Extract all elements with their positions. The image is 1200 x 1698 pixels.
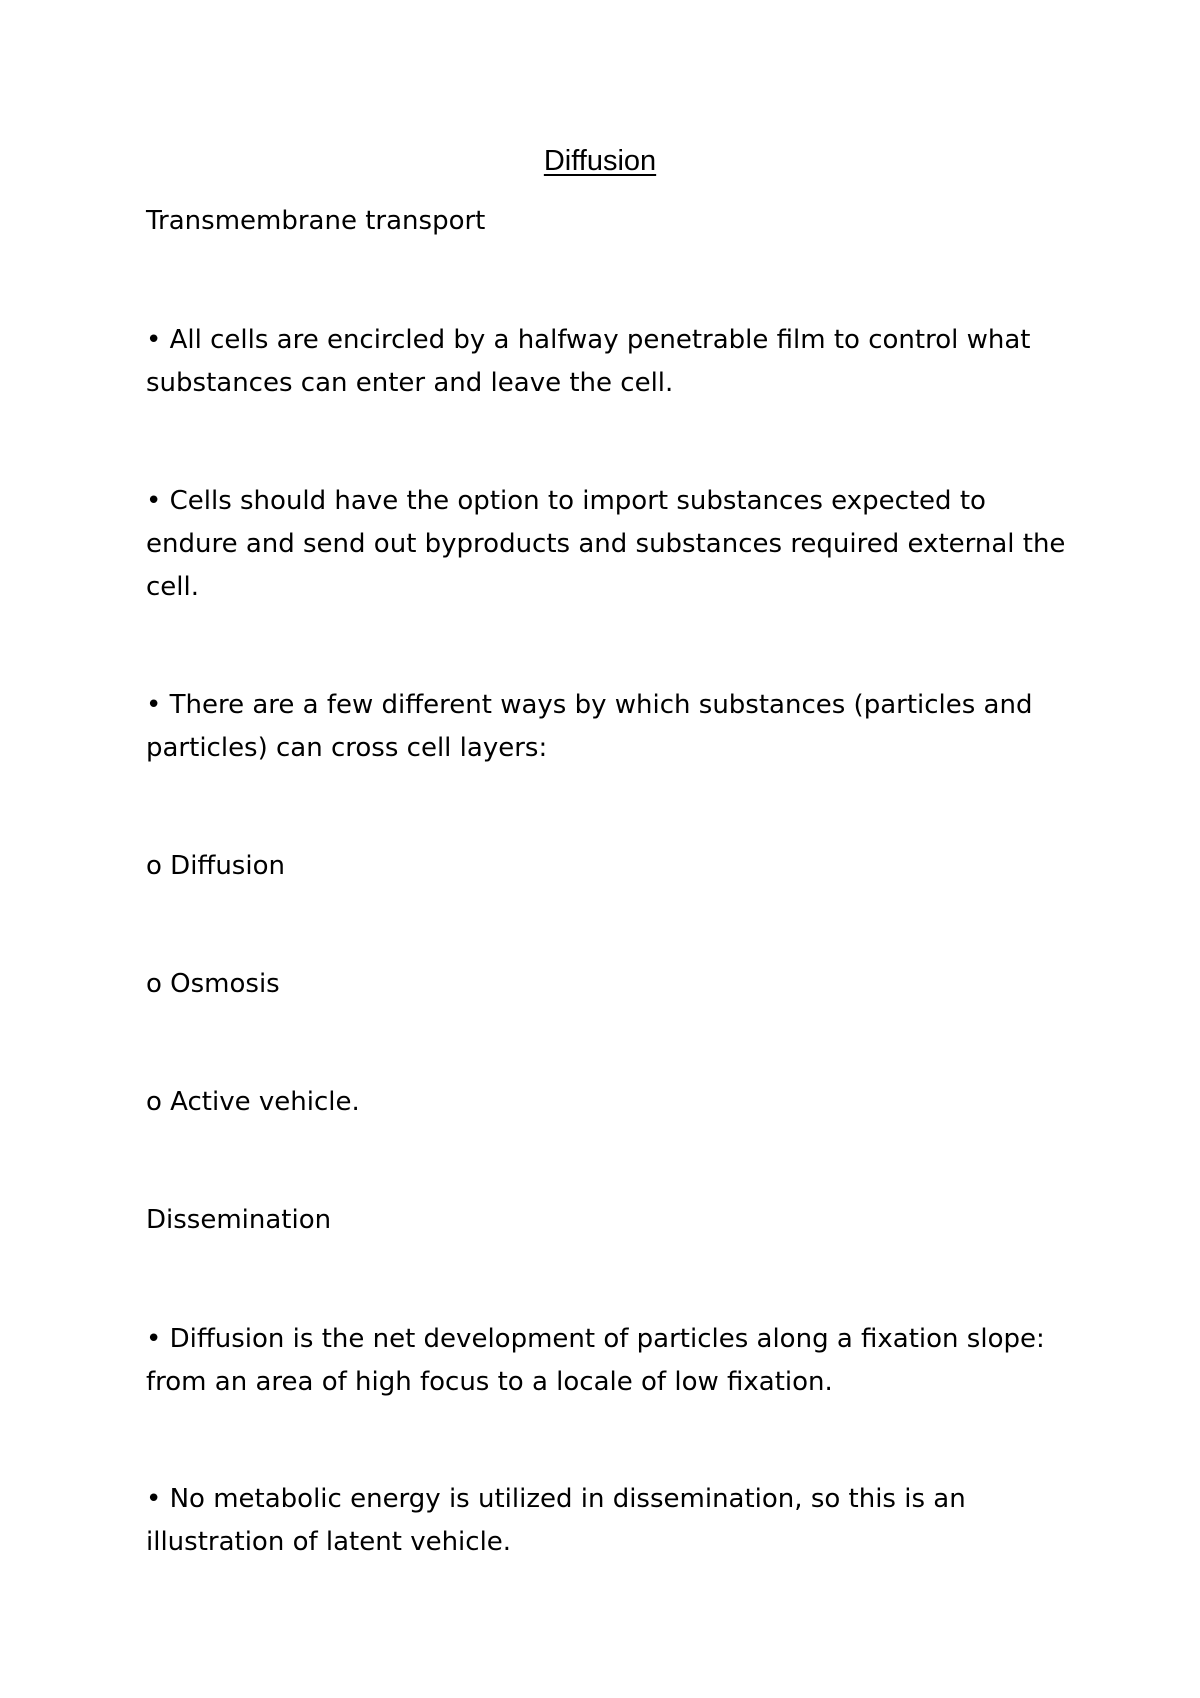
page-title: Diffusion — [543, 145, 657, 177]
bullet-paragraph-1: • All cells are encircled by a halfway penetrable film to control what substances can enter and leave the cell. — [146, 325, 1031, 398]
section-heading: Dissemination — [146, 1205, 332, 1235]
subtitle: Transmembrane transport — [146, 206, 486, 236]
bullet-paragraph-3: • There are a few different ways by which substances (particles and particles) can cross cell layers: — [146, 690, 1033, 763]
bullet-paragraph-4: • Diffusion is the net development of particles along a fixation slope: from an area of high focus to a locale of low fixation. — [146, 1324, 1045, 1397]
sub-list-item-osmosis: o Osmosis — [146, 969, 280, 999]
bullet-paragraph-5: • No metabolic energy is utilized in dissemination, so this is an illustration of latent vehicle. — [146, 1484, 966, 1557]
bullet-paragraph-2: • Cells should have the option to import substances expected to endure and send out byproducts and substances required external the cell. — [146, 486, 1066, 602]
sub-list-item-active-vehicle: o Active vehicle. — [146, 1087, 360, 1117]
sub-list-item-diffusion: o Diffusion — [146, 851, 285, 881]
